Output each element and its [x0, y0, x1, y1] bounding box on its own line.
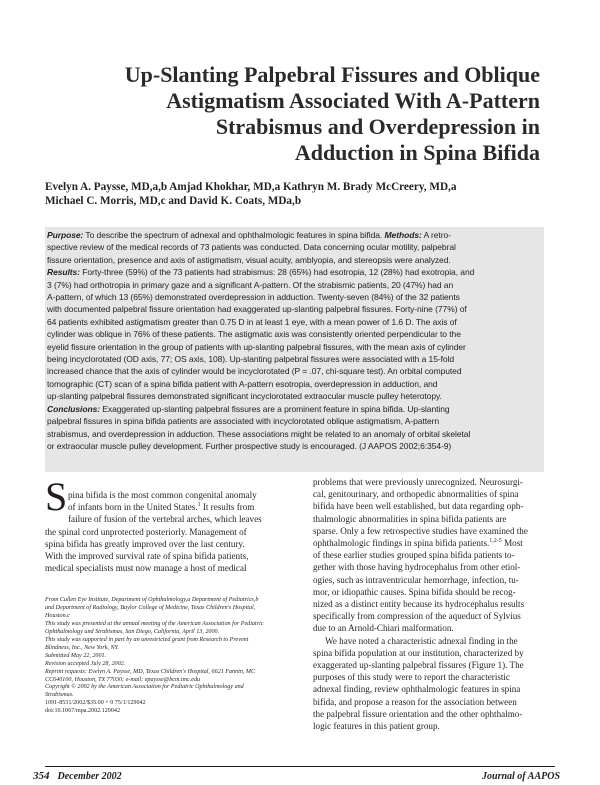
- footer-divider: [45, 766, 555, 767]
- abstract-line: with documented palpebral fissure orientation had exaggerated up-slanting palpebral fissures. Forty-nine (77%) of: [47, 304, 467, 315]
- title-line: Up-Slanting Palpebral Fissures and Oblique: [124, 62, 540, 87]
- author-line: Evelyn A. Paysse, MD,a,b Amjad Khokhar, MD,a Kathryn M. Brady McCreery, MD,a: [45, 181, 457, 193]
- body-line: due to an Arnold-Chiari malformation.: [313, 623, 454, 634]
- abstract-line: Conclusions: Exaggerated up-slanting palpebral fissures are a prominent feature in spina bifida. Up-slanting: [47, 403, 450, 414]
- footnote-line: Copyright © 2002 by the American Association for Pediatric Ophthalmology and: [45, 684, 244, 691]
- results-label: Results:: [47, 267, 80, 278]
- abstract-line: fissure orientation, presence and axis of astigmatism, visual acuity, amblyopia, and stereopsis were analyzed.: [47, 254, 451, 265]
- abstract-line: eyelid fissure orientation in the group of patients with up-slanting palpebral fissures, with the mean axis of cylinder: [47, 341, 466, 352]
- body-line: bifida have been well established, but data regarding oph-: [313, 501, 524, 512]
- body-line: of these earlier studies grouped spina bifida patients to-: [313, 550, 515, 561]
- body-line: failure of fusion of the vertebral arches, which leaves: [68, 514, 262, 525]
- body-line: spina bifida population at our institution, characterized by: [313, 647, 524, 658]
- abstract-box: [45, 227, 544, 472]
- article-title: [30, 62, 540, 166]
- abstract-line: up-slanting palpebral fissures demonstrated significant incyclorotated extraocular muscle pulley heterotopy.: [47, 391, 442, 402]
- body-line: With the improved survival rate of spina bifida patients,: [45, 551, 249, 562]
- body-line: cal, genitourinary, and orthopedic abnormalities of spina: [313, 489, 519, 500]
- page-number: 354: [33, 770, 50, 782]
- footnote-line: Strabismus.: [45, 692, 74, 699]
- drop-cap: S: [45, 474, 68, 519]
- abstract-line: Purpose: To describe the spectrum of adnexal and ophthalmologic features in spina bifida. Methods: A retro-: [47, 230, 451, 240]
- body-line: bifida, and propose a reason for the association between: [313, 696, 517, 707]
- abstract-line: spective review of the medical records of 73 patients was conducted. Data concerning ocular motility, palpebral: [47, 242, 456, 253]
- body-line: exaggerated up-slanting palpebral fissures (Figure 1). The: [313, 660, 524, 671]
- footnote-line: This study was presented at the annual meeting of the American Association for Pediatric: [45, 620, 264, 627]
- body-line: mor, or idiopathic causes. Spina bifida should be recog-: [313, 586, 516, 597]
- author-list: [45, 181, 545, 208]
- title-line: Astigmatism Associated With A-Pattern: [166, 88, 540, 113]
- abstract-line: tomographic (CT) scan of a spina bifida patient with A-pattern esotropia, overdepression in adduction, and: [47, 378, 438, 389]
- author-line: Michael C. Morris, MD,c and David K. Coats, MDa,b: [45, 194, 302, 207]
- body-line: of infants born in the United States.$^1$ It results from: [68, 502, 255, 513]
- footnote-line: From Cullen Eye Institute, Department of Ophthalmology,a Department of Pediatrics,b: [45, 597, 259, 603]
- body-line: sparse. Only a few retrospective studies have examined the: [313, 525, 528, 536]
- footnote-line: 1091-8531/2002/$35.00 + 0 75/1/129042: [45, 700, 146, 707]
- body-line: spina bifida has greatly improved over the last century.: [45, 538, 245, 549]
- footnote-line: This study was supported in part by an unrestricted grant from Research to Prevent: [45, 636, 249, 643]
- title-line: Strabismus and Overdepression in: [215, 114, 540, 139]
- journal-name: Journal of AAPOS: [482, 771, 560, 782]
- footnote-line: Blindness, Inc., New York, NY.: [45, 644, 119, 651]
- purpose-label: Purpose:: [47, 230, 84, 240]
- abstract-line: strabismus, and overdepression in adduction. These associations might be related to an anomaly of orbital skeletal: [47, 428, 471, 439]
- body-line: problems that were previously unrecognized. Neurosurgi-: [313, 477, 523, 487]
- abstract-line: increased chance that the axis of cylinder would be incyclorotated (P = .07, chi-square test). An orbital computed: [47, 366, 462, 377]
- abstract-line: 3 (7%) had orthotropia in primary gaze and a significant A-pattern. Of the strabismic patients, 20 (47%) had an: [47, 279, 454, 290]
- body-line: pina bifida is the most common congenital anomaly: [68, 490, 257, 500]
- body-line: logic features in this patient group.: [313, 721, 440, 732]
- conclusions-label: Conclusions:: [47, 403, 100, 414]
- body-line: We have noted a characteristic adnexal finding in the: [325, 635, 518, 646]
- footnotes: [45, 597, 295, 716]
- footnote-line: Submitted May 22, 2001.: [45, 652, 107, 659]
- footnote-line: and Department of Radiology, Baylor College of Medicine, Texas Children's Hospital,: [45, 604, 256, 611]
- issue-date: December 2002: [57, 771, 122, 782]
- abstract-line: or extraocular muscle pulley development. Further prospective study is encouraged. (J AAPOS 2002;6:354-9): [47, 440, 452, 451]
- citation-superscript: 1,2-5: [489, 537, 502, 544]
- abstract-line: cylinder was oblique in 76% of these patients. The astigmatic axis was consistently oriented perpendicular to the: [47, 329, 461, 340]
- citation-superscript: 1: [197, 502, 201, 509]
- body-line: ogies, such as intraventricular hemorrhage, infection, tu-: [313, 574, 519, 585]
- footnote-line: Ophthalmology and Strabismus, San Diego, California, April 13, 2000.: [45, 628, 220, 635]
- abstract-line: Results: Forty-three (59%) of the 73 patients had strabismus: 28 (65%) had esotropia, 12 (28%) had exotropia, and: [47, 267, 475, 278]
- body-line: thalmologic abnormalities in spina bifida patients are: [313, 513, 507, 524]
- body-line: gether with those having hydrocephalus from other etiol-: [313, 562, 521, 573]
- body-line: medical specialists must now manage a host of medical: [45, 563, 247, 574]
- methods-label: Methods:: [384, 230, 422, 240]
- title-line: Adduction in Spina Bifida: [294, 140, 540, 165]
- footnote-line: Houston.c: [45, 612, 70, 619]
- body-line: the palpebral fissure orientation and the other ophthalmo-: [313, 708, 523, 719]
- body-line: adnexal finding, review ophthalmologic features in spina: [313, 684, 521, 695]
- body-line: ophthalmologic findings in spina bifida patients.$^{1,2-5}$ Most: [313, 537, 523, 549]
- page-footer-left: [33, 770, 122, 782]
- body-line: specifically from compression of the aqueduct of Sylvius: [313, 611, 521, 622]
- abstract-line: palpebral fissures in spina bifida patients are associated with incyclorotated oblique astigmatism, A-pattern: [47, 416, 440, 427]
- abstract-line: being incyclorotated (OD axis, 77; OS axis, 108). Up-slanting palpebral fissures were associated with a 15-fold: [47, 354, 455, 365]
- footnote-line: CC640100, Houston, TX 77030; e-mail: epaysse@bcm.tmc.edu: [45, 676, 201, 683]
- body-column-right: [313, 476, 553, 732]
- body-line: purposes of this study were to report the characteristic: [313, 672, 510, 683]
- abstract-line: 64 patients exhibited astigmatism greater than 0.75 D in at least 1 eye, with a mean power of 1.6 D. The axis of: [47, 316, 457, 327]
- body-line: nized as a distinct entity because its hydrocephalus results: [313, 599, 525, 610]
- footnote-line: doi:10.1067/mpa.2002.129042: [45, 708, 120, 715]
- footnote-line: Revision accepted July 28, 2002.: [45, 660, 126, 667]
- body-column-left: [45, 489, 290, 574]
- footnote-line: Reprint requests: Evelyn A. Paysse, MD, Texas Children's Hospital, 6621 Fannin, MC: [45, 668, 256, 675]
- abstract-line: A-pattern, of which 13 (65%) demonstrated overdepression in adduction. Twenty-seven (84%) of the 32 patients: [47, 292, 460, 303]
- body-line: the spinal cord unprotected posteriorly. Management of: [45, 526, 247, 537]
